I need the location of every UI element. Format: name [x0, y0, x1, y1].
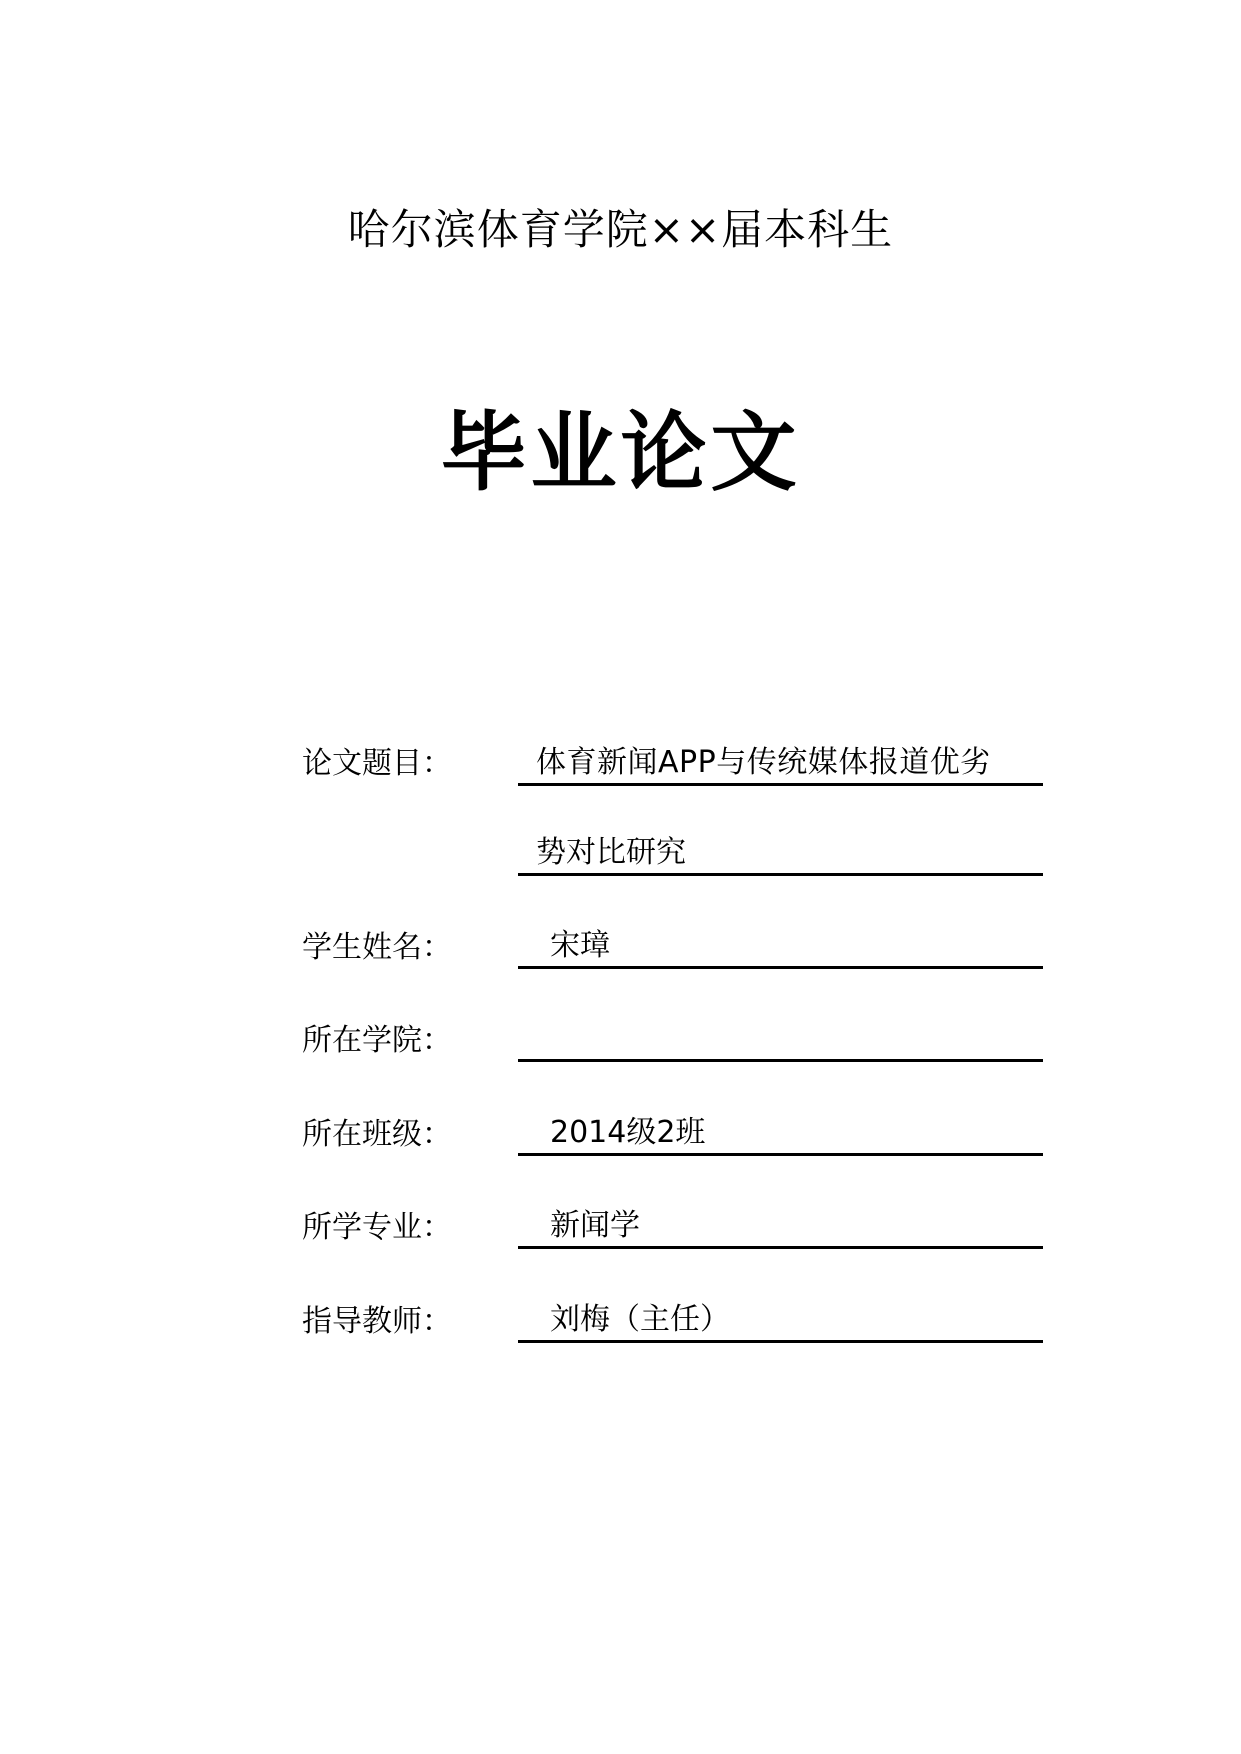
class-label: 所在班级：: [302, 1117, 452, 1152]
advisor-field: [518, 1300, 1043, 1343]
thesis-title-label: 论文题目：: [302, 746, 452, 781]
student-name-value: 宋璋: [550, 928, 610, 963]
class-value: 2014级2班: [550, 1115, 706, 1150]
thesis-title-text-line2: 势对比研究: [536, 835, 686, 870]
class-field: [518, 1113, 1043, 1156]
thesis-title-value-line2: [518, 833, 1043, 876]
thesis-title-text-line1: 体育新闻APP与传统媒体报道优劣: [536, 745, 991, 780]
major-field: [518, 1206, 1043, 1249]
institution-heading: 哈尔滨体育学院××届本科生: [347, 205, 894, 254]
advisor-label: 指导教师：: [302, 1304, 452, 1339]
college-field: [518, 1019, 1043, 1062]
college-label: 所在学院：: [302, 1023, 452, 1058]
advisor-value: 刘梅（主任）: [550, 1302, 730, 1337]
document-title: 毕业论文: [440, 403, 801, 503]
major-value: 新闻学: [550, 1208, 640, 1243]
student-name-field: [518, 926, 1043, 969]
student-name-label: 学生姓名：: [302, 930, 452, 965]
major-label: 所学专业：: [302, 1210, 452, 1245]
thesis-title-value-line1: [518, 743, 1043, 786]
